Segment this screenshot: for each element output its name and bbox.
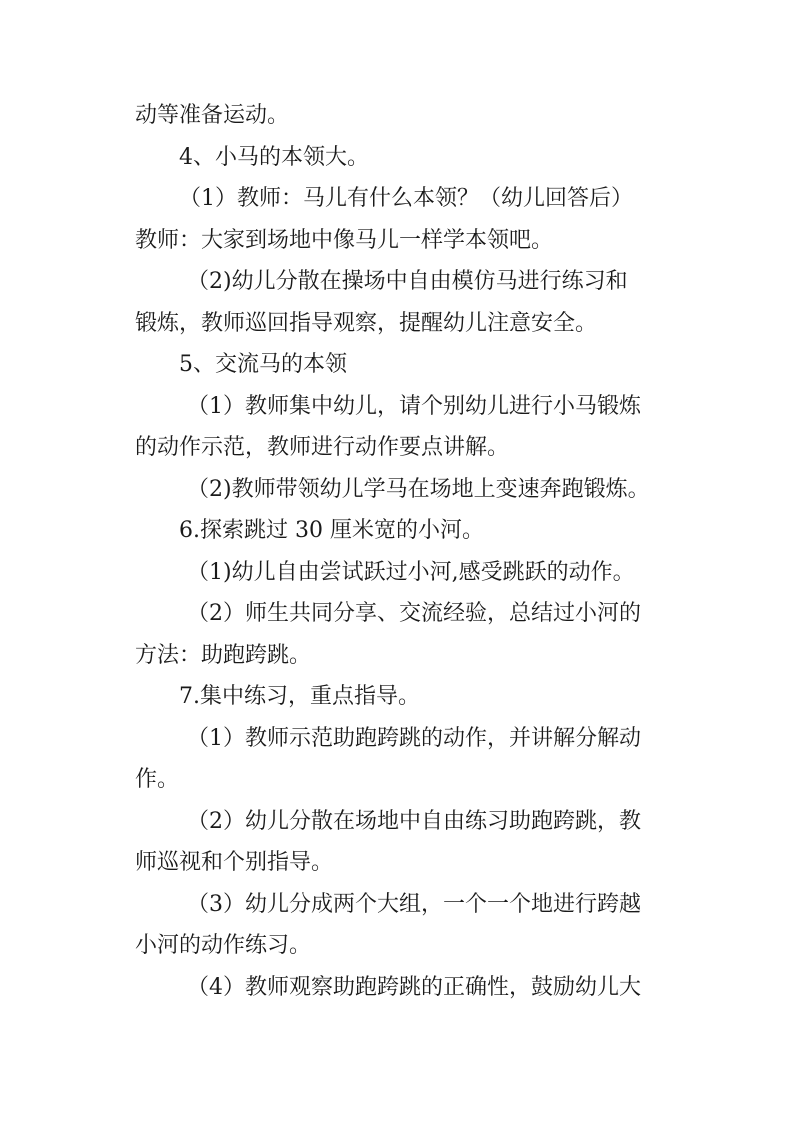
text-line: 小河的动作练习。: [135, 933, 312, 958]
text-line: （4）教师观察助跑跨跳的正确性，鼓励幼儿大: [187, 974, 641, 1000]
text-line: （2)幼儿分散在操场中自由模仿马进行练习和: [187, 269, 628, 294]
text-line: （1）教师集中幼儿，请个别幼儿进行小马锻炼: [187, 393, 641, 419]
text-line: （2）幼儿分散在场地中自由练习助跑跨跳，教: [187, 808, 641, 834]
section-heading: 5、交流马的本领: [179, 352, 347, 377]
text-line: （2）师生共同分享、交流经验，总结过小河的: [187, 601, 641, 626]
text-line: 的动作示范，教师进行动作要点讲解。: [135, 435, 510, 460]
text-line: （1）教师：马儿有什么本领？（幼儿回答后）: [179, 186, 633, 211]
section-heading: 6.探索跳过 30 厘米宽的小河。: [179, 518, 484, 543]
text-line: 方法：助跑跨跳。: [135, 642, 312, 668]
text-line: （2)教师带领幼儿学马在场地上变速奔跑锻炼。: [187, 476, 650, 502]
text-line: 动等准备运动。: [135, 103, 290, 128]
text-line: 锻炼，教师巡回指导观察，提醒幼儿注意安全。: [135, 310, 598, 336]
text-line: （1）教师示范助跑跨跳的动作，并讲解分解动: [187, 725, 641, 751]
section-heading: 4、小马的本领大。: [179, 144, 369, 170]
text-line: 师巡视和个别指导。: [135, 850, 334, 875]
text-line: （3）幼儿分成两个大组，一个一个地进行跨越: [187, 891, 641, 917]
text-line: （1)幼儿自由尝试跃过小河,感受跳跃的动作。: [187, 559, 635, 585]
section-heading: 7.集中练习，重点指导。: [179, 684, 420, 709]
document-body: [135, 95, 665, 1008]
text-line: 教师：大家到场地中像马儿一样学本领吧。: [135, 227, 554, 253]
text-line: 作。: [135, 767, 180, 792]
